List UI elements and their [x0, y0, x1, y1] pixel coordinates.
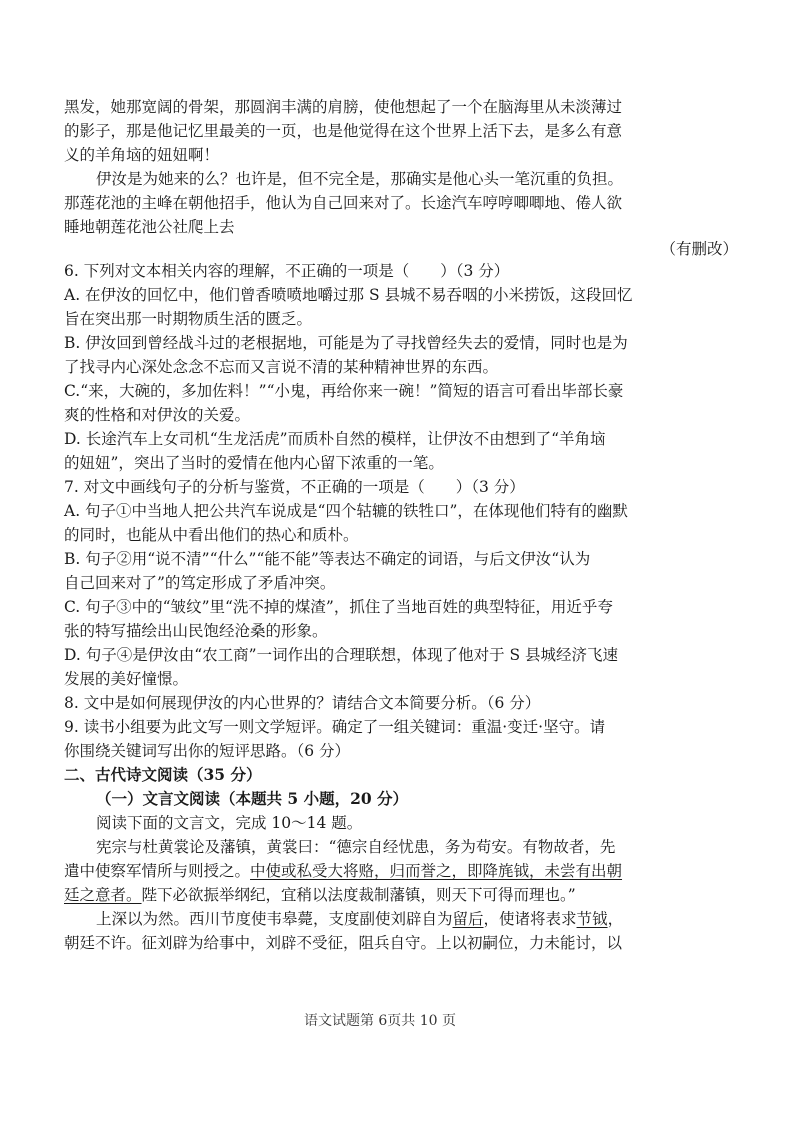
classical-text-line — [64, 884, 576, 906]
subsection-title: （一）文言文阅读（本题共 5 小题，20 分） — [96, 789, 409, 808]
option-line: D. 句子④是伊汝由“农工商”一词作出的合理联想，体现了他对于 S 县城经济飞速 — [64, 646, 619, 664]
text-span: ， — [607, 910, 624, 928]
option-line: 张的特写描绘出山民饱经沧桑的形象。 — [64, 622, 328, 640]
text-span: 遣中使察军情所与则授之。 — [64, 862, 251, 880]
underlined-sentence: 廷之意者。 — [64, 886, 142, 904]
option-line: D. 长途汽车上女司机“生龙活虎”而质朴自然的模样，让伊汝不由想到了“羊角垴 — [64, 430, 606, 448]
question-7: 7. 对文中画线句子的分析与鉴赏，不正确的一项是（ ）（3 分） — [64, 478, 525, 496]
text-span: 陛下必欲振举纲纪，宜稍以法度裁制藩镇，则天下可得而理也。” — [141, 886, 576, 904]
classical-text-line — [96, 908, 623, 930]
text-span: ，使诸将表求 — [483, 910, 577, 928]
option-line: 的妞妞”，突出了当时的爱情在他内心留下浓重的一笔。 — [64, 454, 444, 472]
option-line: 了找寻内心深处念念不忘而又言说不清的某种精神世界的东西。 — [64, 358, 499, 376]
passage-line: 义的羊角垴的妞妞啊！ — [64, 146, 220, 164]
page-footer — [0, 1010, 800, 1030]
underlined-sentence: 中使或私受大将赂，归而誉之，即降旄钺，未尝有出朝 — [250, 862, 623, 880]
underlined-word: 节钺 — [576, 910, 608, 928]
passage-line: 睡地朝莲花池公社爬上去 — [64, 218, 235, 236]
passage-line: 伊汝是为她来的么？也许是，但不完全是，那确实是他心头一笔沉重的负担。 — [96, 170, 624, 188]
passage-line: 黑发，她那宽阔的骨架，那圆润丰满的肩膀，使他想起了一个在脑海里从未淡薄过 — [64, 98, 623, 116]
classical-text-line: 朝廷不许。征刘辟为给事中，刘辟不受征，阻兵自守。上以初嗣位，力未能讨，以 — [64, 934, 623, 952]
question-8: 8. 文中是如何展现伊汝的内心世界的？请结合文本简要分析。（6 分） — [64, 694, 541, 712]
option-line: C. 句子③中的“皱纹”里“洗不掉的煤渣”，抓住了当地百姓的典型特征，用近乎夸 — [64, 598, 613, 616]
option-line: A. 在伊汝的回忆中，他们曾香喷喷地嚼过那 S 县城不易吞咽的小米捞饭，这段回忆 — [64, 286, 633, 304]
classical-text-line: 宪宗与杜黄裳论及藩镇，黄裳曰：“德宗自经忧患，务为苟安。有物故者，先 — [96, 838, 616, 856]
source-note: （有删改） — [660, 240, 738, 258]
option-line: A. 句子①中当地人把公共汽车说成是“四个轱辘的铁牲口”，在体现他们特有的幽默 — [64, 502, 628, 520]
text-span: 上深以为然。西川节度使韦皋薨，支度副使刘辟自为 — [96, 910, 453, 928]
option-line: B. 伊汝回到曾经战斗过的老根据地，可能是为了寻找曾经失去的爱情，同时也是为 — [64, 334, 628, 352]
option-line: C.“来，大碗的，多加佐料！”“小鬼，再给你来一碗！”简短的语言可看出毕部长豪 — [64, 382, 624, 400]
passage-line: 那莲花池的主峰在朝他招手，他认为自己回来对了。长途汽车哼哼唧唧地、倦人欲 — [64, 194, 623, 212]
section-title: 二、古代诗文阅读（35 分） — [64, 765, 262, 784]
question-9-cont: 你围绕关键词写出你的短评思路。（6 分） — [64, 742, 351, 760]
option-line: 自己回来对了”的笃定形成了矛盾冲突。 — [64, 574, 336, 592]
option-line: 发展的美好憧憬。 — [64, 670, 189, 688]
classical-text-line — [64, 860, 622, 882]
question-9: 9. 读书小组要为此文写一则文学短评。确定了一组关键词：重温·变迁·坚守。请 — [64, 718, 606, 736]
option-line: 的同时，也能从中看出他们的热心和质朴。 — [64, 526, 359, 544]
passage-line: 的影子，那是他记忆里最美的一页，也是他觉得在这个世界上活下去，是多么有意 — [64, 122, 623, 140]
question-6: 6. 下列对文本相关内容的理解，不正确的一项是（ ）（3 分） — [64, 262, 510, 280]
underlined-word: 留后 — [452, 910, 484, 928]
reading-instruction: 阅读下面的文言文，完成 10～14 题。 — [96, 814, 363, 832]
option-line: 爽的性格和对伊汝的关爱。 — [64, 406, 251, 424]
option-line: B. 句子②用“说不清”“什么”“能不能”等表达不确定的词语，与后文伊汝“认为 — [64, 550, 591, 568]
option-line: 旨在突出那一时期物质生活的匮乏。 — [64, 310, 313, 328]
footer-text: 语文试题第 6页共 10 页 — [303, 1013, 457, 1029]
